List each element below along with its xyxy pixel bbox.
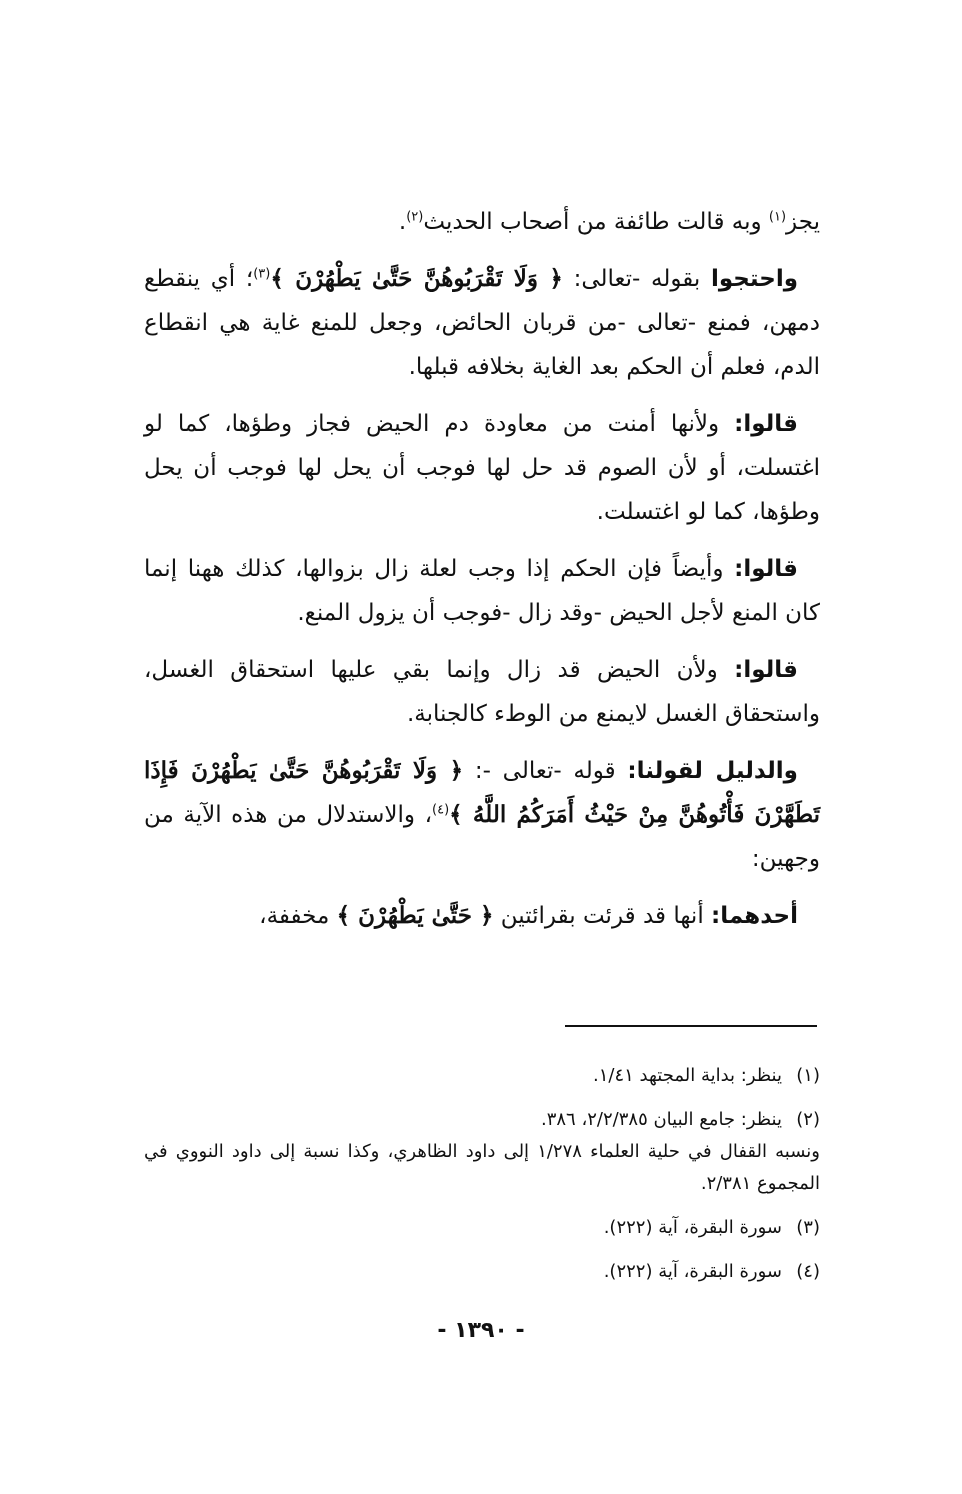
paragraph-lead: واحتجوا — [710, 266, 798, 292]
paragraph-text: بقوله -تعالى: — [562, 266, 711, 292]
paragraph-2 — [144, 257, 820, 389]
paragraph-5 — [144, 648, 820, 736]
paragraph-text: . — [398, 209, 407, 235]
paragraph-text: ؛ أي ينقطع دمهن، فمنع -تعالى -من قربان الحائض، وجعل للمنع غاية هي انقطاع الدم، فعلم أن الحكم بعد الغاية بخلافه قبلها. — [144, 266, 820, 380]
paragraph-text: مخففة، — [259, 903, 337, 929]
footnote-item — [144, 1060, 820, 1092]
paragraph-lead: قالوا: — [734, 411, 798, 437]
main-text-body — [144, 200, 820, 951]
paragraph-3 — [144, 402, 820, 534]
footnote-text: ينظر: جامع البيان ٢/٢/٣٨٥، ٣٨٦. — [540, 1109, 782, 1130]
footnote-item — [144, 1104, 820, 1136]
footnote-item — [144, 1256, 820, 1288]
paragraph-text: ، والاستدلال من هذه الآية من وجهين: — [144, 802, 820, 872]
quran-verse: ﴿ وَلَا تَقْرَبُوهُنَّ حَتَّىٰ يَطْهُرْنَ ﴾ — [270, 265, 563, 292]
quran-verse: ﴿ حَتَّىٰ يَطْهُرْنَ ﴾ — [336, 902, 494, 929]
paragraph-text: أنها قد قرئت بقرائتين — [493, 903, 712, 929]
footnote-ref-2: (٢) — [406, 209, 424, 225]
paragraph-7 — [144, 894, 820, 938]
paragraph-text: ولأن الحيض قد زال وإنما بقي عليها استحقاق الغسل، واستحقاق الغسل لايمنع من الوطء كالجنابة. — [144, 657, 820, 727]
paragraph-text: قوله -تعالى -: — [463, 758, 628, 784]
footnote-text: ينظر: بداية المجتهد ١/٤١. — [593, 1065, 782, 1086]
paragraph-4 — [144, 547, 820, 635]
paragraph-text: وأيضاً فإن الحكم إذا وجب لعلة زال بزوالها، كذلك ههنا إنما كان المنع لأجل الحيض -وقد زال -فوجب أن يزول المنع. — [144, 556, 820, 626]
footnote-number: (٣) — [796, 1217, 820, 1238]
page-number: - ١٣٩٠ - — [437, 1318, 525, 1343]
paragraph-lead: والدليل لقولنا: — [627, 758, 798, 784]
footnote-number: (٤) — [796, 1261, 820, 1282]
paragraph-lead: قالوا: — [734, 657, 798, 683]
footnote-text: سورة البقرة، آية (٢٢٢). — [603, 1261, 782, 1282]
footnote-ref-1: (١) — [768, 209, 787, 225]
footnote-ref-3: (٣) — [253, 266, 271, 282]
quran-verse: ﴿ وَلَا تَقْرَبُوهُنَّ حَتَّىٰ يَطْهُرْنَ فَإِذَا تَطَهَّرْنَ فَأْتُوهُنَّ مِنْ حَيْثُ أَمَرَكُمُ اللَّهُ ﴾ — [144, 757, 821, 828]
footnote-separator — [565, 1025, 817, 1027]
footnote-item — [144, 1212, 820, 1244]
paragraph-text: وبه قالت طائفة من أصحاب الحديث — [423, 209, 769, 235]
paragraph-text: ولأنها أمنت من معاودة دم الحيض فجاز وطؤها، كما لو اغتسلت، أو لأن الصوم قد حل لها فوجب أن يحل لها فوجب أن يحل وطؤها، كما لو اغتسلت. — [144, 411, 820, 525]
footnote-text: سورة البقرة، آية (٢٢٢). — [603, 1217, 782, 1238]
footnotes — [144, 1060, 820, 1300]
paragraph-lead: أحدهما: — [711, 903, 798, 929]
footnote-ref-4: (٤) — [432, 802, 450, 818]
footnote-number: (٢) — [796, 1109, 820, 1130]
footnote-continuation: ونسبه القفال في حلية العلماء ١/٢٧٨ إلى داود الظاهري، وكذا نسبة إلى داود النووي في المجموع ٢/٣٨١. — [144, 1141, 821, 1194]
paragraph-1 — [144, 200, 820, 244]
paragraph-lead: قالوا: — [734, 556, 798, 582]
footnote-number: (١) — [796, 1065, 820, 1086]
paragraph-6 — [144, 749, 820, 881]
paragraph-text: يجز — [786, 209, 820, 235]
